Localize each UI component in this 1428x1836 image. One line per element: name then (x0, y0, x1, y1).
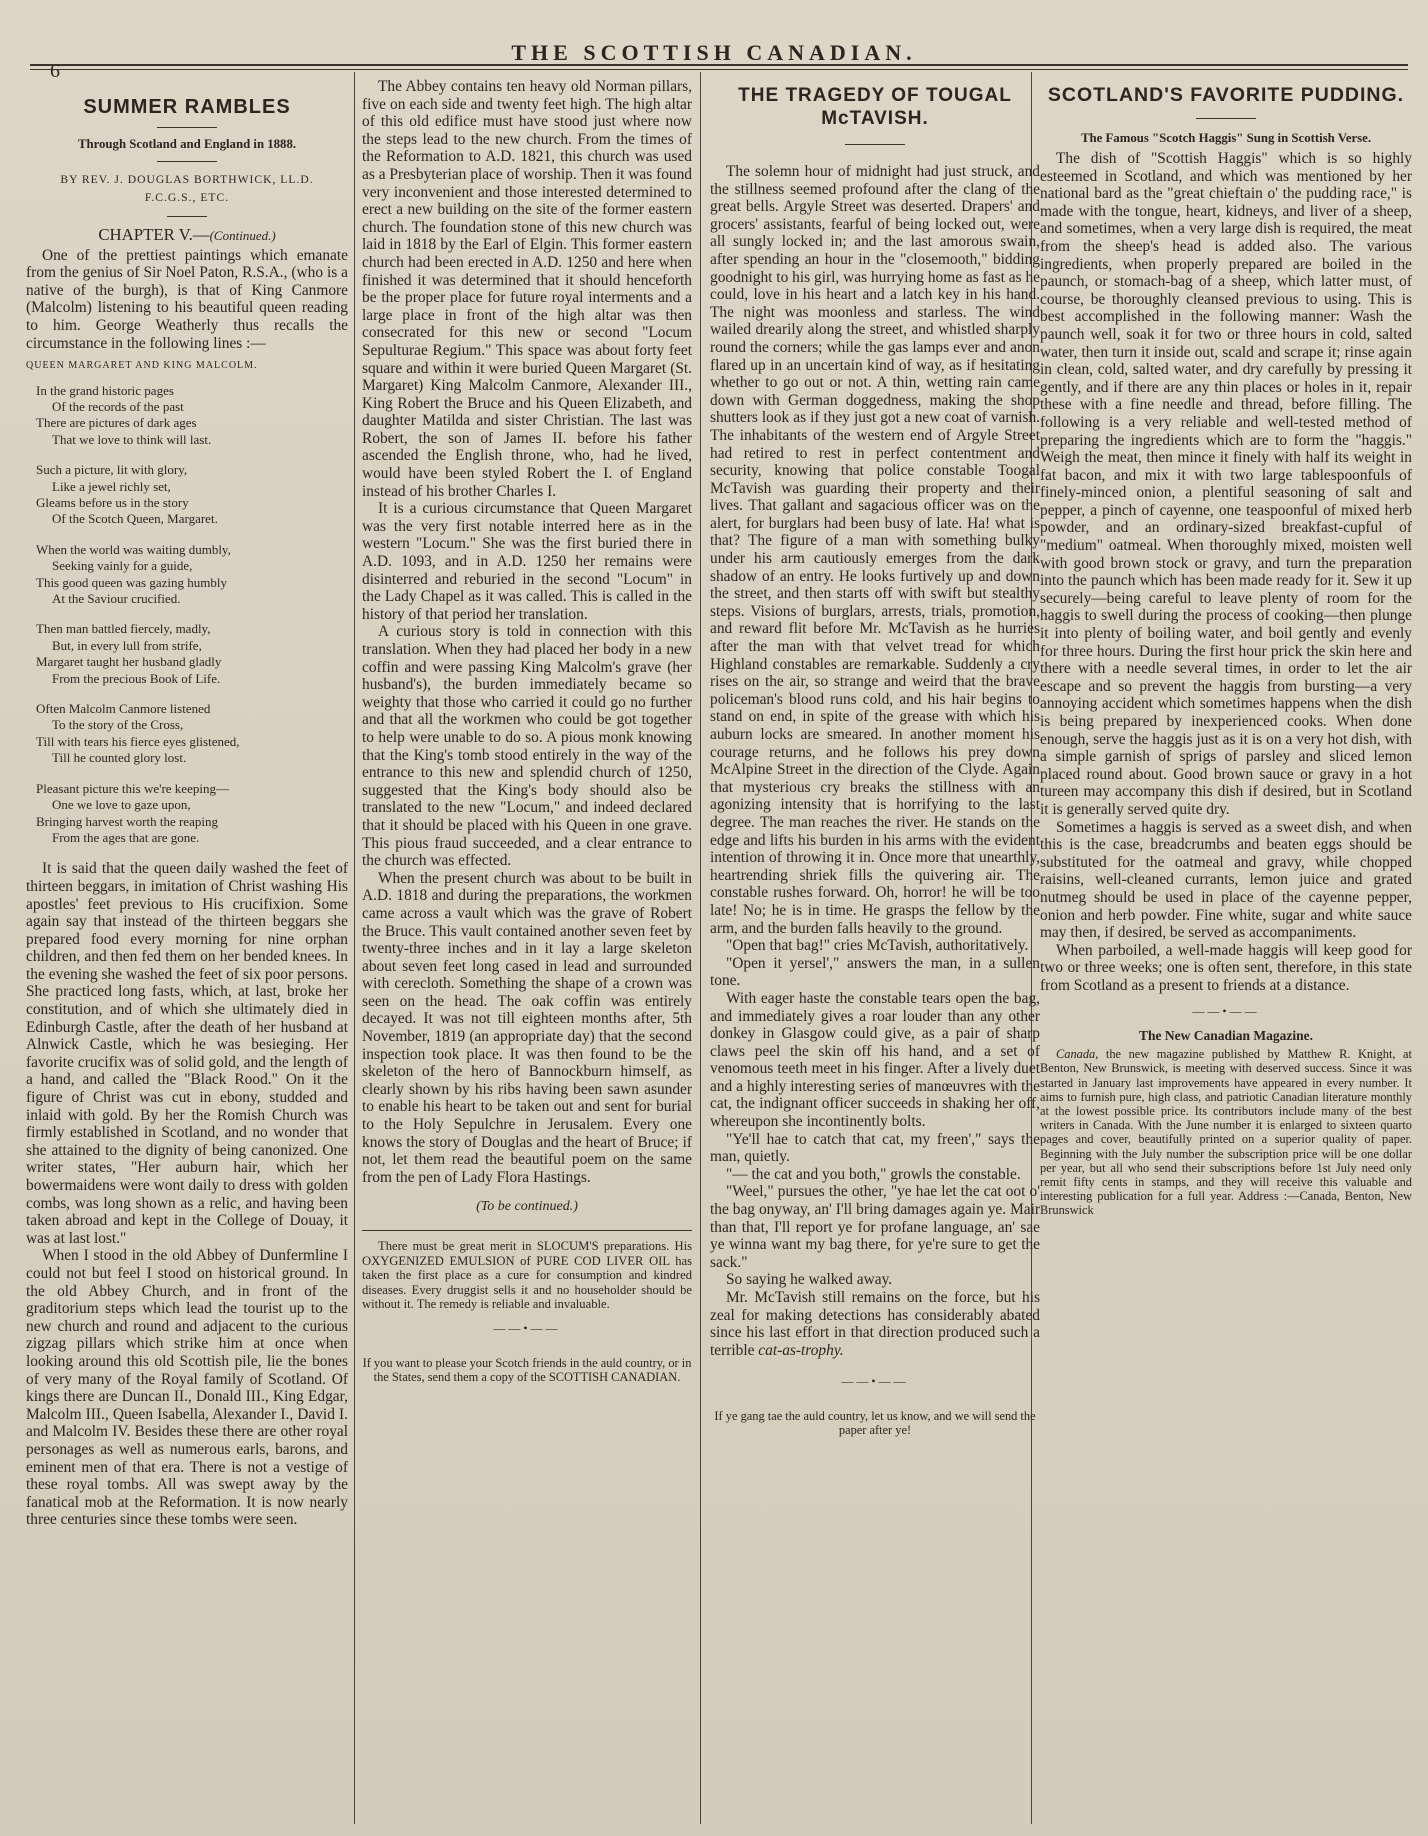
poem-line: Till with tears his fierce eyes glistened, (36, 733, 240, 749)
paragraph: A curious story is told in connection with this translation. When they had placed her body in a new coffin and were passing King Malcolm's grave (her husband's), the burden immediately became so weighty that those who carried it could go no further and that all the workmen who could be got together to help were unable to do so. A pious monk knowing that the King's tomb stood entirely in the way of the entrance to this new and splendid church of 1250, suggested that the King's body should also be translated to the new "Locum," and indeed declared that it should be placed with his Queen in one grave. This pious fraud succeeded, and a clear entrance to the church was effected. (362, 623, 692, 870)
ornament-divider: ——•—— (1192, 1003, 1260, 1018)
paragraph: Sometimes a haggis is served as a sweet dish, and when this is the case, breadcrumbs and beaten eggs should be substituted for the oatmeal and gravy, while chopped raisins, well-cleaned currants, lemon juice and grated nutmeg should be used in place of the cayenne pepper, onion and herb powder. Fine white, sugar and white sauce may then, if desired, be served as accompaniments. (1040, 818, 1412, 942)
poem (26, 358, 348, 846)
column-divider (700, 72, 701, 1824)
header-rule (30, 64, 1408, 70)
poem-stanza (36, 383, 348, 449)
headline-summer-rambles: SUMMER RAMBLES (83, 96, 291, 118)
column-summer-rambles (26, 78, 348, 1826)
paragraph: "Ye'll hae to catch that cat, my freen'," says the man, quietly. (710, 1130, 1040, 1166)
poem-line: This good queen was gazing humbly (36, 574, 227, 590)
poem-line: Of the records of the past (52, 398, 184, 414)
poem-stanza (36, 781, 348, 847)
paragraph: The Abbey contains ten heavy old Norman pillars, five on each side and twenty feet high. The high altar of this old edifice must have stood just where now the steps lead to the new church. From the times of the Reformation to A.D. 1821, this church was used as a Presbyterian place of worship. Then it was found very inconvenient and those interested determined to erect a new building on the site of the former eastern church. The foundation stone of this new church was laid in 1818 by the Earl of Elgin. This former eastern church had been erected in A.D. 1250 and here when finished it was determined that it should henceforth be the proper place for future royal interments and a large place in front of the high altar was then consecrated for this new or second "Locum Sepulturae Regium." This space was about forty feet square and within it were buried Queen Margaret (St. Margaret) King Malcolm Canmore, Alexander III., King Robert the Bruce and his Queen Elizabeth, and daughter Matilda and sister Christian. The last was Robert, the son of James II. before his father ascended the English throne, who, had he lived, would have been styled Robert the I. of England instead of his brother Charles I. (362, 78, 692, 500)
closing-note: If you want to please your Scotch friends in the auld country, or in the States, send them a copy of the SCOTTISH CANADIAN. (362, 1355, 692, 1384)
poem-line: Bringing harvest worth the reaping (36, 813, 218, 829)
poem-line: From the precious Book of Life. (52, 670, 221, 686)
poem-stanza (36, 621, 348, 687)
chapter-label: CHAPTER V.— (98, 225, 210, 244)
paragraph-text: Mr. McTavish still remains on the force, but his zeal for making detections has considerably abated since his last effort in that direction produced such a terrible (710, 1289, 1040, 1359)
subhead-haggis: The Famous "Scotch Haggis" Sung in Scottish Verse. (1080, 131, 1372, 145)
paragraph: It is said that the queen daily washed the feet of thirteen beggars, in imitation of Christ washing His apostles' feet previous to His crucifixion. Some again say that instead of the thirteen beggars she prepared food every morning for nine orphan children, and then fed them on her bended knees. In the evening she washed the feet of six poor persons. She practiced long fasts, which, at last, broke her constitution, and of which she ultimately died in Edinburgh Castle, after the death of her husband at Alnwick Castle, which he was besieging. Her favorite crucifix was of solid gold, and the length of a hand, and called the "Black Rood." On it the figure of Christ was cut in ebony, studded and inlaid with gold. By her the Romish Church was firmly established in Scotland, and no wonder that she attained to the dignity of being canonized. One writer states, "Her auburn hair, which her bowermaidens were wont daily to dress with golden combs, was long shown as a relic, and having been taken abroad and kept in the College of Douay, it was at last lost." (26, 860, 348, 1247)
poem-line: Margaret taught her husband gladly (36, 654, 222, 670)
paragraph: The dish of "Scottish Haggis" which is so highly esteemed in Scotland, and which was mentioned by her national bard as the "great chieftain o' the pudding race," is made with the tongue, heart, kidneys, and liver of a sheep, and sometimes, when a very large dish is required, the meat from the sheep's head is added also. The various ingredients, when properly prepared are boiled in the paunch, or stomach-bag of a sheep, which latter must, of course, be thoroughly cleansed previous to using. This is best accomplished in the following manner: Wash the paunch well, soak it for two or three hours in cold, salted water, then turn it inside out, scald and scrape it; rinse again in clean, cold, salted water, and dry carefully by pressing it gently, and if there are any thin places or holes in it, repair these with a fine needle and thread, before filling. The following is a very reliable and well-tested method of preparing the ingredients which are to form the "haggis." Weigh the meat, then mince it finely with half its weight in fat bacon, and mix it with two large tablespoonfuls of finely-minced onion, a plentiful seasoning of salt and pepper, a pinch of cayenne, one teaspoonful of mixed herb powder, and an ordinary-sized breakfast-cupful of "medium" oatmeal. When thoroughly mixed, moisten well with good brown stock or gravy, and turn the preparation into the paunch which has been made ready for it. Sew it up securely—being careful to leave plenty of room for the haggis to swell during the process of cooking—then plunge it into plenty of boiling water, and boil gently and evenly for three hours. During the first hour prick the skin here and there with a needle several times, in order to let the air escape and so prevent the haggis from bursting—a very annoying accident which sometimes happens when the dish is being prepared by inexperienced cooks. When done enough, serve the haggis just as it is on a very hot dish, with a simple garnish of sprigs of parsley and sliced lemon placed round about. Good brown sauce or gravy in a hot tureen may accompany this dish if desired, but in Scotland it is generally served quite dry. (1040, 150, 1412, 818)
page-number: 6 (50, 60, 60, 82)
paragraph: It is a curious circumstance that Queen Margaret was the very first notable interred here as in the western "Locum." She was the first buried there in A.D. 1093, and in A.D. 1250 her remains were disinterred and reburied in the second "Locum" in the Lady Chapel as it was called. This is called in the history of that period her translation. (362, 500, 692, 623)
column-summer-rambles-continued (362, 78, 692, 1826)
paragraph-italic: cat-as-trophy. (758, 1341, 844, 1359)
paragraph: "Weel," pursues the other, "ye hae let the cat oot o' the bag onyway, an' I'll bring damages again ye. Mair than that, I'll report ye for profane language, an' sae ye winna want my bag there, for ye're sure to get the sack." (710, 1183, 1040, 1271)
poem-line: Pleasant picture this we're keeping— (36, 780, 229, 796)
paragraph: With eager haste the constable tears open the bag, and immediately gives a roar louder than any other donkey in Glasgow could give, as a pair of sharp claws peel the skin off his hand, and a set of venomous teeth meet in his finger. After a lively duet and a highly interesting series of manœuvres with the cat, the indignant officer succeeds in shaking her off, whereupon she incontinently bolts. (710, 989, 1040, 1131)
poem-line: Like a jewel richly set, (52, 478, 171, 494)
poem-stanza (36, 542, 348, 608)
poem-line: From the ages that are gone. (52, 829, 200, 845)
to-be-continued: (To be continued.) (476, 1199, 578, 1215)
poem-line: Then man battled fiercely, madly, (36, 621, 211, 637)
poem-stanza (36, 701, 348, 767)
closing-note: If ye gang tae the auld country, let us know, and we will send the paper after ye! (714, 1408, 1036, 1437)
poem-line: That we love to think will last. (52, 431, 212, 447)
masthead (0, 18, 1428, 82)
paragraph (710, 1289, 1040, 1359)
paragraph: "Open it yersel'," answers the man, in a sullen tone. (710, 954, 1040, 990)
paragraph: When the present church was about to be built in A.D. 1818 and during the preparations, the workmen came across a vault which was the grave of Robert the Bruce. This vault contained another seven feet by twenty-three inches and in it lay a large skeleton about seven feet long cased in lead and surrounded with cerecloth. Something the shape of a crown was seen on the head. The oak coffin was entirely decayed. It was not till eighteen months after, 5th November, 1819 (an appropriate day) that the second inspection took place. It was then found to be the skeleton of the hero of Bannockburn himself, as clearly shown by his ribs having been sawn asunder to enable his heart to be taken out and sent for burial to the Holy Sepulchre in Jerusalem. Every one knows the story of Douglas and the heart of Bruce; if not, let them read the beautiful poem on the same from the pen of Lady Flora Hastings. (362, 869, 692, 1186)
byline (26, 171, 348, 207)
poem-line: At the Saviour crucified. (52, 591, 181, 607)
paragraph: "— the cat and you both," growls the constable. (726, 1165, 1021, 1183)
magazine-name: Canada, (1056, 1047, 1099, 1062)
paragraph: "Open that bag!" cries McTavish, authoritatively. (726, 937, 1029, 955)
column-divider (354, 72, 355, 1824)
poem-line: There are pictures of dark ages (36, 415, 197, 431)
paragraph: When parboiled, a well-made haggis will keep good for two or three weeks; one is often sent, therefore, in this state from Scotland as a present to friends at a distance. (1040, 941, 1412, 994)
poem-line: To the story of the Cross, (52, 717, 184, 733)
magazine-text: the new magazine published by Matthew R. Knight, at Benton, New Brunswick, is meeting with deserved success. Since it was started in January last improvements have appeared in every number. It aims to furnish pure, high class, and patriotic Canadian literature monthly at the lowest possible price. Its contributors include many of the best writers in Canada. With the June number it is enlarged to sixteen quarto pages and cover, beautifully printed on a superior quality of paper. Beginning with the July number the subscription price will be one dollar per year, but all who send their subscriptions before 1st July need only remit fifty cents in stamps, and they will receive this valuable and interesting publication for a full year. Address :—Canada, Benton, New Brunswick (1040, 1047, 1412, 1218)
advertisement-box (362, 1230, 692, 1312)
poem-line: Seeking vainly for a guide, (52, 558, 193, 574)
paragraph: The solemn hour of midnight had just struck, and the stillness seemed profound after the clang of the great bells. Argyle Street was deserted. Drapers' and grocers' assistants, fearful of being locked out, were all sungly locked in; and the last amorous swain, after spending an hour in the "closemooth," bidding goodnight to his girl, was hurrying home as fast as he could, love in his heart and a latch key in his hand. The night was moonless and starless. The wind wailed drearily along the street, and whistled sharply round the corners; while the gas lamps ever and anon flared up in an uncertain kind of way, as if hesitating whether to go out or not. A thin, wetting rain came down with German doggedness, making the shop shutters look as if they just got a new coat of varnish. The inhabitants of the western end of Argyle Street had retired to rest in perfect contentment and security, knowing that police constable Toogal McTavish was guarding their property and their lives. That gallant and sagacious officer was on the alert, for burglars had been busy of late. Ha! what is that? The figure of a man with something bulky under his arm cautiously emerges from the dark shadow of an entry. He looks furtively up and down the street, and then starts off with swift but stealthy steps. Visions of burglars, arrests, trials, promotion, and reward flit before Mr. McTavish as he hurries after the man with that velvet tread for which Highland constables are remarkable. Suddenly a cry rises on the air, so strange and weird that the brave policeman's blood runs cold, and his hair begins to stand on end, in spite of the grease with which his auburn locks are smeared. In another moment his courage returns, and he follows his prey down McAlpine Street in the direction of the Clyde. Again that mysterious cry breaks the stillness with an agonizing intensity that is horrifying to the last degree. The man reaches the river. He stands on the edge and lifts his burden in his arms with the evident intention of throwing it in. Once more that unearthly, heartrending shriek fills the quivering air. The constable rushes forward. Oh, horror! he will be too late! No; he is in time. He grasps the fellow by the arm, and the burden falls heavily to the ground. (710, 163, 1040, 937)
poem-line: Gleams before us in the story (36, 495, 189, 510)
subhead-magazine: The New Canadian Magazine. (1138, 1028, 1313, 1044)
chapter-continued: (Continued.) (209, 228, 276, 243)
headline-tragedy: THE TRAGEDY OF TOUGAL McTAVISH. (738, 85, 1012, 129)
paragraph: So saying he walked away. (726, 1271, 893, 1289)
ornament-divider: ——•—— (841, 1374, 909, 1389)
poem-title: QUEEN MARGARET AND KING MALCOLM. (26, 360, 258, 372)
short-rule (1196, 118, 1256, 119)
poem-line: When the world was waiting dumbly, (36, 541, 231, 557)
poem-line: One we love to gaze upon, (52, 797, 191, 813)
poem-line: But, in every lull from strife, (52, 637, 202, 653)
poem-line: Till he counted glory lost. (52, 750, 187, 766)
paragraph: One of the prettiest paintings which emanate from the genius of Sir Noel Paton, R.S.A., (who is a native of the burgh), is that of King Canmore (Malcolm) listening to his beautiful queen reading to him. George Weatherly thus recalls the circumstance in the following lines :— (26, 246, 348, 352)
poem-line: Such a picture, lit with glory, (36, 462, 188, 478)
short-rule (157, 161, 217, 162)
byline-credentials: F.C.G.S., ETC. (144, 191, 230, 204)
newspaper-title: THE SCOTTISH CANADIAN. (511, 40, 917, 65)
poem-line: Of the Scotch Queen, Margaret. (52, 511, 218, 527)
column-haggis (1040, 78, 1412, 1826)
poem-line: Often Malcolm Canmore listened (36, 701, 211, 717)
short-rule (167, 216, 207, 217)
headline-haggis: SCOTLAND'S FAVORITE PUDDING. (1047, 84, 1405, 106)
poem-stanza (36, 462, 348, 528)
short-rule (157, 127, 217, 128)
byline-author: BY REV. J. DOUGLAS BORTHWICK, LL.D. (60, 173, 314, 186)
paragraph: When I stood in the old Abbey of Dunfermline I could not but feel I stood on historical ground. In the old Abbey Church, and in front of the graditorium steps which lead the tourist up to the new church and round and adjacent to the curious zigzag pillars which strike him at once when looking around this old Scottish pile, lie the bones of very many of the Royal family of Scotland. Of kings there are Duncan II., Donald III., King Edgar, Malcolm III., Queen Isabella, Alexander I., David I. and Malcolm IV. Besides these there are other royal personages as well as numerous earls, barons, and eminent men of that era. There is not a vestige of these royal tombs. All was swept away by the fanatical mob at the Reformation. It is now nearly three centuries since these tombs were seen. (26, 1247, 348, 1529)
slocum-advertisement: There must be great merit in SLOCUM'S preparations. His OXYGENIZED EMULSION of PURE COD LIVER OIL has taken the first place as a cure for consumption and kindred diseases. Every druggist sells it and no householder should be without it. The remedy is reliable and invaluable. (362, 1239, 692, 1312)
column-tragedy (710, 78, 1040, 1826)
poem-line: In the grand historic pages (36, 382, 174, 398)
chapter-heading (26, 226, 348, 245)
ornament-divider: ——•—— (493, 1320, 561, 1335)
short-rule (845, 144, 905, 145)
subhead-summer-rambles: Through Scotland and England in 1888. (77, 137, 297, 151)
magazine-paragraph (1040, 1047, 1412, 1217)
